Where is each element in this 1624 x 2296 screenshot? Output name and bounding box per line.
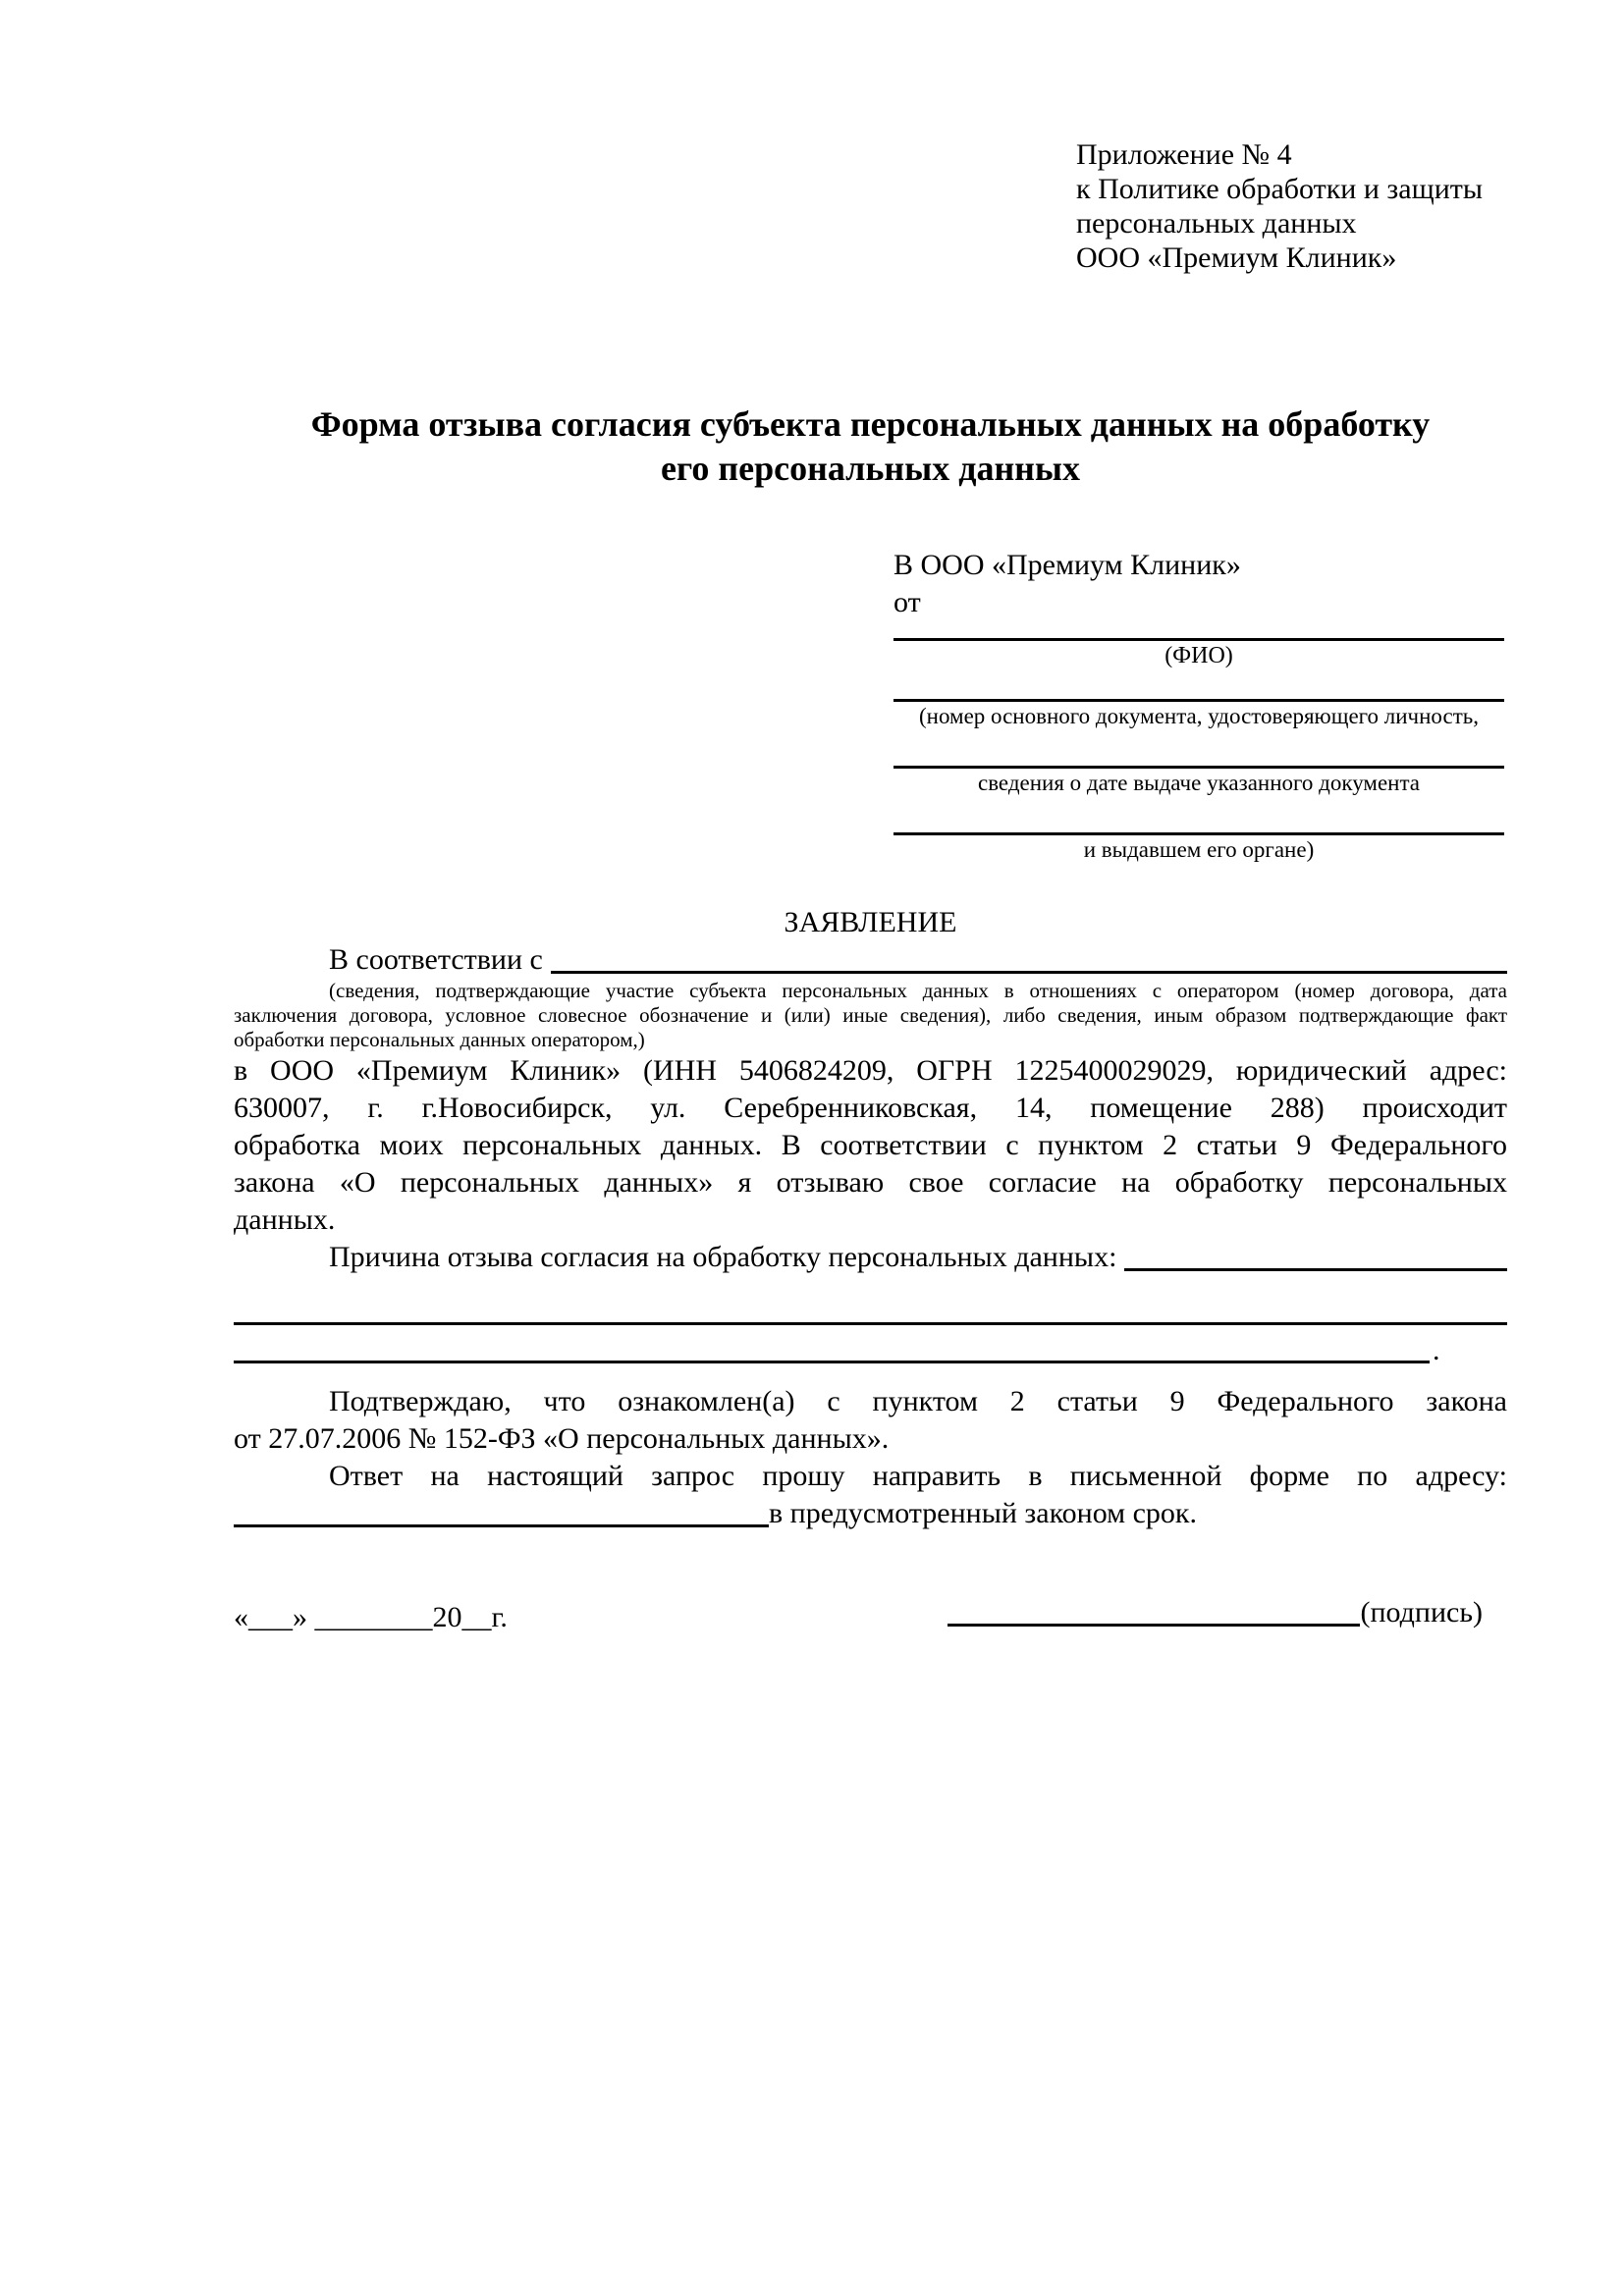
page-title (234, 402, 1507, 491)
explanatory-note-line-2: заключения договора, условное словесное обозначение и (или) иные сведения), либо сведения, иным образом подтверждающие факт (234, 1003, 1507, 1027)
signature-field-line (947, 1624, 1360, 1627)
footer-row (234, 1593, 1507, 1637)
confirmation-line-2: от 27.07.2006 № 152-ФЗ «О персональных данных». (234, 1422, 890, 1455)
reason-field-line (1124, 1268, 1507, 1271)
main-paragraph-line-3: обработка моих персональных данных. В соответствии с пунктом 2 статьи 9 Федерального (234, 1129, 1507, 1161)
main-paragraph-line-5: данных. (234, 1203, 336, 1236)
signature-block (947, 1593, 1507, 1632)
confirmation-line-1: Подтверждаю, что ознакомлен(а) с пунктом 2 статьи 9 Федерального закона (329, 1385, 1507, 1417)
issue-date-field-line (893, 731, 1504, 769)
page-title-line-1: Форма отзыва согласия субъекта персональных данных на обработку (310, 404, 1431, 444)
reply-line-2 (234, 1495, 1507, 1532)
intro-prefix: В соответствии с (329, 943, 543, 976)
main-paragraph-line-4: закона «О персональных данных» я отзываю свое согласие на обработку персональных (234, 1166, 1507, 1199)
explanatory-note-line-3: обработки персональных данных оператором,) (234, 1028, 645, 1051)
address-field-line (234, 1524, 769, 1527)
date-line: «___» ________20__г. (234, 1601, 508, 1633)
confirmation-paragraph (234, 1383, 1507, 1458)
basis-field-line (551, 971, 1507, 974)
document-number-field-line (893, 670, 1504, 702)
addressee-to: В ООО «Премиум Клиник» (893, 549, 1241, 581)
addressee-from: от (893, 586, 921, 618)
reason-blank-line-1 (234, 1276, 1507, 1325)
appendix-note-line-3: персональных данных (1076, 207, 1357, 240)
explanatory-note-line-1: (сведения, подтверждающие участие субъекта персональных данных в отношениях с оператором (номер договора, дата (329, 979, 1507, 1002)
main-paragraph-line-2: 630007, г. г.Новосибирск, ул. Серебренниковская, 14, помещение 288) происходит (234, 1092, 1507, 1124)
statement-heading: ЗАЯВЛЕНИЕ (784, 906, 957, 938)
main-paragraph (234, 1052, 1507, 1239)
reason-line (234, 1239, 1507, 1276)
appendix-note-line-4: ООО «Премиум Клиник» (1076, 241, 1397, 274)
issuing-authority-field-line (893, 798, 1504, 835)
explanatory-note (234, 979, 1507, 1052)
fio-field-line (893, 621, 1504, 641)
reason-blank-line-2 (234, 1325, 1507, 1366)
document-number-caption: (номер основного документа, удостоверяющего личность, (918, 704, 1479, 728)
reply-line-2-text: в предусмотренный законом срок. (769, 1497, 1197, 1529)
intro-line (234, 941, 1507, 979)
appendix-note-line-2: к Политике обработки и защиты (1076, 173, 1484, 205)
reason-label: Причина отзыва согласия на обработку персональных данных: (329, 1241, 1117, 1273)
reply-line-1: Ответ на настоящий запрос прошу направить в письменной форме по адресу: (329, 1460, 1507, 1492)
reason-end-period: . (1433, 1334, 1440, 1366)
reason-blank-line-2-rule (234, 1361, 1430, 1363)
fio-caption: (ФИО) (1164, 643, 1233, 668)
appendix-note (1076, 137, 1507, 275)
page-title-line-2: его персональных данных (660, 449, 1081, 488)
main-paragraph-line-1: в ООО «Премиум Клиник» (ИНН 5406824209, ОГРН 1225400029029, юридический адрес: (234, 1054, 1507, 1087)
issuing-authority-caption: и выдавшем его органе) (1083, 837, 1315, 862)
issue-date-caption: сведения о дате выдаче указанного документа (977, 771, 1421, 795)
signature-caption: (подпись) (1360, 1596, 1483, 1629)
addressee-block (893, 547, 1504, 865)
appendix-note-line-1: Приложение № 4 (1076, 138, 1292, 171)
